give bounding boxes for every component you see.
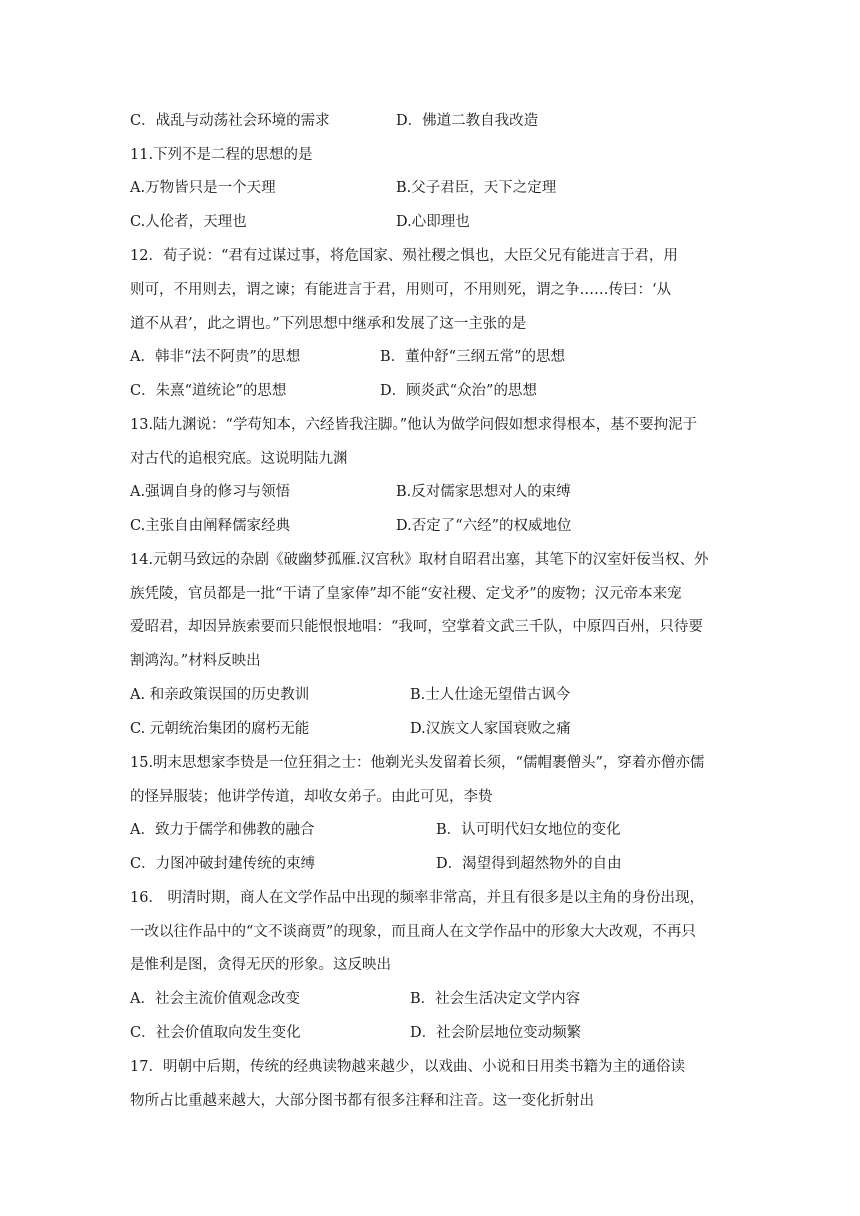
question-14-line2: 族凭陵，官员都是一批“干请了皇家俸”却不能“安社稷、定戈矛”的废物；汉元帝本来宠 <box>130 586 682 602</box>
question-16-line1: 16． 明清时期，商人在文学作品中出现的频率非常高，并且有很多是以主角的身份出现， <box>130 890 705 906</box>
question-16-line2: 一改以往作品中的“文不谈商贾”的现象，而且商人在文学作品中的形象大大改观，不再只 <box>130 924 696 940</box>
option-12a: A．韩非“法不阿贵”的思想 <box>130 349 301 365</box>
option-11b: B.父子君臣，天下之定理 <box>396 180 557 196</box>
option-13d: D.否定了“六经”的权威地位 <box>396 518 572 534</box>
option-15a: A．致力于儒学和佛教的融合 <box>130 822 315 838</box>
option-14c: C. 元朝统治集团的腐朽无能 <box>130 721 310 737</box>
option-14a: A. 和亲政策误国的历史教训 <box>130 687 310 703</box>
question-14-line3: 爱昭君，却因异族索要而只能恨恨地唱：“我呵，空掌着文武三千队，中原四百州，只待要 <box>130 619 703 635</box>
question-13-line1: 13.陆九渊说：“学苟知本，六经皆我注脚。”他认为做学问假如想求得根本，基不要拘泥于 <box>130 417 698 433</box>
option-12c: C．朱熹“道统论”的思想 <box>130 383 287 399</box>
option-15b: B．认可明代妇女地位的变化 <box>436 822 621 838</box>
option-11d: D.心即理也 <box>396 214 470 230</box>
option-11c: C.人伦者，天理也 <box>130 214 247 230</box>
option-10c: C．战乱与动荡社会环境的需求 <box>130 113 330 129</box>
question-12-line1: 12．荀子说：“君有过谋过事，将危国家、殒社稷之惧也，大臣父兄有能进言于君，用 <box>130 248 678 264</box>
option-16b: B．社会生活决定文学内容 <box>410 991 581 1007</box>
option-13b: B.反对儒家思想对人的束缚 <box>396 484 571 500</box>
question-11: 11.下列不是二程的思想的是 <box>130 147 313 163</box>
option-12d: D．顾炎武“众治”的思想 <box>380 383 537 399</box>
option-14b: B.士人仕途无望借古讽今 <box>410 687 571 703</box>
question-17-line2: 物所占比重越来越大，大部分图书都有很多注释和注音。这一变化折射出 <box>130 1093 594 1109</box>
option-16c: C．社会价值取向发生变化 <box>130 1025 301 1041</box>
option-13a: A.强调自身的修习与领悟 <box>130 484 291 500</box>
option-14d: D.汉族文人家国衰败之痛 <box>410 721 571 737</box>
question-14-line4: 割鸿沟。”材料反映出 <box>130 653 261 669</box>
option-12b: B．董仲舒“三纲五常”的思想 <box>380 349 565 365</box>
option-11a: A.万物皆只是一个天理 <box>130 180 276 196</box>
question-13-line2: 对古代的追根究底。这说明陆九渊 <box>130 451 348 467</box>
question-14-line1: 14.元朝马致远的杂剧《破幽梦孤雁.汉宫秋》取材自昭君出塞，其笔下的汉室奸佞当权、外 <box>130 552 709 568</box>
question-17-line1: 17．明朝中后期，传统的经典读物越来越少，以戏曲、小说和日用类书籍为主的通俗读 <box>130 1059 685 1075</box>
option-15c: C．力图冲破封建传统的束缚 <box>130 856 316 872</box>
option-15d: D．渴望得到超然物外的自由 <box>436 856 622 872</box>
option-10d: D．佛道二教自我改造 <box>396 113 539 129</box>
question-12-line2: 则可，不用则去，谓之谏；有能进言于君，用则可，不用则死，谓之争……传曰：‘从 <box>130 282 672 298</box>
option-16d: D．社会阶层地位变动频繁 <box>410 1025 582 1041</box>
option-13c: C.主张自由阐释儒家经典 <box>130 518 291 534</box>
question-15-line2: 的怪异服装；他讲学传道，却收女弟子。由此可见，李贽 <box>130 789 493 805</box>
question-12-line3: 道不从君’，此之谓也。”下列思想中继承和发展了这一主张的是 <box>130 316 527 332</box>
option-16a: A．社会主流价值观念改变 <box>130 991 300 1007</box>
question-15-line1: 15.明末思想家李贽是一位狂狷之士：他剃光头发留着长须，“儒帽裹僧头”，穿着亦僧亦儒 <box>130 755 705 771</box>
question-16-line3: 是惟利是图，贪得无厌的形象。这反映出 <box>130 957 391 973</box>
